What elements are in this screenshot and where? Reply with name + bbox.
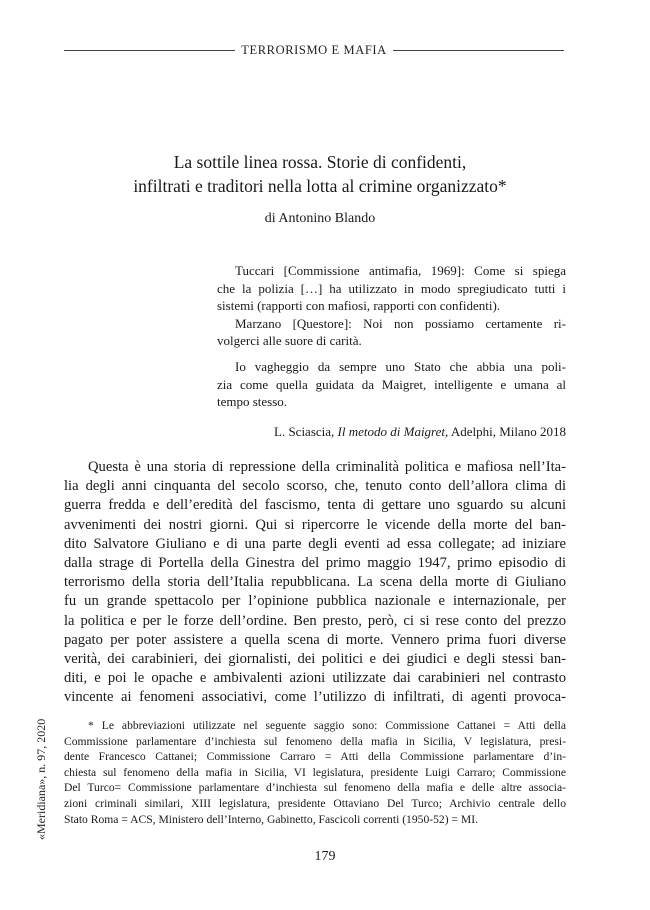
- epigraph-line: Tuccari [Commissione antimafia, 1969]: Come si spiega: [235, 263, 566, 278]
- footnote-line: * Le abbreviazioni utilizzate nel seguente saggio sono: Commissione Cattanei = Atti della: [88, 719, 566, 732]
- epigraph-line: che la polizia […] ha utilizzato in modo spregiudicato tutti i: [217, 280, 566, 296]
- body-line: dito Salvatore Giuliano e di una parte degli eventi ad essa collegate; ad iniziare: [64, 535, 566, 552]
- footnote-line: chiesta sul fenomeno della mafia in Sicilia, VI legislatura, presidente Luigi Carraro; Commissione: [64, 765, 566, 779]
- body-line: dalla strage di Portella della Ginestra del primo maggio 1947, primo episodio di: [64, 555, 566, 572]
- epigraph-line: zia come quella guidata da Maigret, intelligente e umana al: [217, 376, 566, 392]
- footnote: [64, 718, 566, 827]
- epigraph-line: Marzano [Questore]: Noi non possiamo certamente ri-: [235, 315, 566, 331]
- footnote-line: Del Turco= Commissione parlamentare d’inchiesta sul fenomeno della mafia e delle altre associa-: [64, 781, 566, 795]
- citation-publisher: , Adelphi, Milano 2018: [445, 424, 566, 439]
- citation-book-title: Il metodo di Maigret: [337, 424, 446, 439]
- title-line: La sottile linea rossa. Storie di confidenti,: [173, 152, 467, 172]
- header-rule-left: [64, 50, 235, 51]
- footnote-line: dente Francesco Cattanei; Commissione Carraro = Atti della Commissione parlamentare d’in-: [64, 750, 566, 764]
- body-line: fu un grande spettacolo per l’opinione pubblica nazionale e internazionale, per: [64, 593, 566, 610]
- epigraph-citation: [217, 424, 566, 440]
- body-line: vincente ai fenomeni associativi, come l’utilizzo di infiltrati, di agenti provoca-: [64, 689, 566, 706]
- epigraph-line: tempo stesso.: [217, 394, 288, 409]
- epigraph-tuccari: [217, 262, 566, 350]
- body-line: pagato per poter assistere a quella scena di morte. Vennero prima fuori diverse: [64, 631, 566, 648]
- body-line: verità, dei carabinieri, dei giornalisti, dei politici e dei giudici e degli stessi ban-: [64, 651, 566, 668]
- running-header: [64, 40, 564, 60]
- footnote-line: zioni criminali similari, XIII legislatura, presidente Ottaviano Del Turco; Archivio centrale dello: [64, 796, 566, 810]
- body-line: guerra fredda e dell’eredità del fascismo, tenta di gettare uno sguardo su alcuni: [64, 497, 566, 514]
- footnote-line: Commissione parlamentare d’inchiesta sul fenomeno della mafia in Sicilia, V legislatura, presi-: [64, 734, 566, 748]
- body-line: Questa è una storia di repressione della criminalità politica e mafiosa nell’Ita-: [88, 459, 566, 475]
- body-paragraph: [64, 458, 566, 708]
- body-line: lia degli anni cinquanta del secolo scorso, che, tenuto conto dell’allora clima di: [64, 478, 566, 495]
- body-line: diti, e poi le opache e ambivalenti azioni utilizzate dai carabinieri nel contrasto: [64, 670, 566, 687]
- body-line: terrorismo della storia dell’Italia repubblicana. La scena della morte di Giuliano: [64, 574, 566, 591]
- epigraph-line: Io vagheggio da sempre uno Stato che abbia una poli-: [235, 359, 566, 374]
- body-line: la politica e per le forze dell’ordine. Ben presto, però, ci si rese conto del prezzo: [64, 612, 566, 629]
- section-title: TERRORISMO E MAFIA: [241, 42, 387, 57]
- author-byline: di Antonino Blando: [264, 211, 376, 226]
- epigraph-line: volgerci alle suore di carità.: [217, 333, 362, 348]
- page-number: 179: [314, 849, 336, 864]
- epigraph-sciascia: [217, 358, 566, 411]
- title-line: infiltrati e traditori nella lotta al crimine organizzato*: [133, 176, 507, 196]
- footnote-line: Stato Roma = ACS, Ministero dell’Interno, Gabinetto, Fascicoli correnti (1950-52) = MI.: [64, 812, 478, 826]
- citation-author: L. Sciascia,: [274, 424, 338, 439]
- epigraph-line: sistemi (rapporti con mafiosi, rapporti con confidenti).: [217, 298, 501, 313]
- article-title: [100, 150, 540, 198]
- header-rule-right: [393, 50, 564, 51]
- body-line: avvenimenti dei nostri giorni. Qui si ripercorre le vicende della morte del ban-: [64, 516, 566, 533]
- journal-reference: «Meridiana», n. 97, 2020: [34, 718, 48, 840]
